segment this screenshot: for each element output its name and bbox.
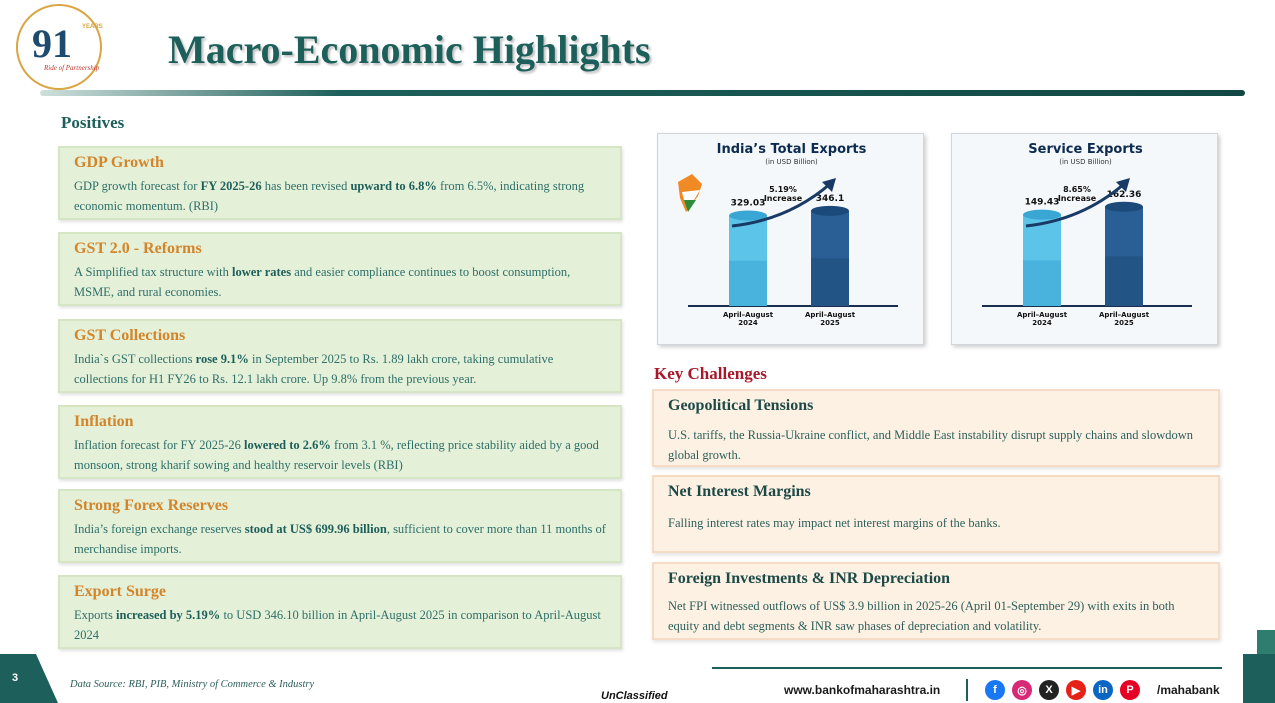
card-text: GDP growth forecast for FY 2025-26 has been revised upward to 6.8% from 6.5%, indicating strong economic momentum. (RBI) [74, 179, 585, 213]
data-label: 162.36 [1106, 189, 1142, 200]
card-text: Net FPI witnessed outflows of US$ 3.9 billion in 2025-26 (April 01-September 29) with exits in both equity and debt segments & INR saw phases of depreciation and volatility. [668, 599, 1175, 633]
growth-annotation: Increase [763, 194, 803, 203]
bank-91-years-logo [16, 4, 102, 90]
x-icon[interactable]: X [1039, 680, 1059, 700]
x-tick-label: 2025 [1114, 319, 1134, 327]
bar-shade [811, 258, 849, 306]
card-title: Strong Forex Reserves [74, 497, 229, 514]
logo-years: YEARS [82, 24, 103, 30]
key-challenges-heading: Key Challenges [654, 364, 767, 383]
total-exports-chart [657, 133, 924, 345]
chart-subtitle: (in USD Billion) [1059, 158, 1112, 166]
x-tick-label: April–August [1098, 311, 1150, 319]
footer-divider [712, 667, 1222, 669]
bar-shade [729, 261, 767, 306]
bar-shade [1023, 260, 1061, 306]
growth-annotation: 5.19% [769, 185, 797, 194]
bar-cap [1023, 210, 1061, 220]
x-tick-label: 2024 [738, 319, 758, 327]
card-text: Exports increased by 5.19% to USD 346.10 billion in April-August 2025 in comparison to April-August 2024 [74, 608, 601, 642]
footer-separator [966, 679, 968, 701]
footer-stripe-left [0, 654, 58, 703]
positive-card-forex [58, 489, 622, 563]
bar-cap [811, 206, 849, 216]
page-number: 3 [12, 672, 19, 684]
chart-title: India’s Total Exports [716, 142, 867, 157]
footer-stripe-right-accent [1257, 630, 1275, 654]
title-divider [40, 90, 1245, 96]
youtube-icon[interactable]: ▶ [1066, 680, 1086, 700]
challenge-card-nim [652, 475, 1220, 553]
card-title: GST 2.0 - Reforms [74, 240, 202, 257]
classification-label: UnClassified [601, 690, 668, 702]
card-text: Inflation forecast for FY 2025-26 lowered to 2.6% from 3.1 %, reflecting price stability aided by a good monsoon, strong kharif sowing and healthy reservoir levels (RBI) [74, 438, 599, 472]
facebook-icon[interactable]: f [985, 680, 1005, 700]
card-title: Export Surge [74, 583, 166, 600]
service-exports-chart [951, 133, 1218, 345]
linkedin-icon[interactable]: in [1093, 680, 1113, 700]
logo-tagline: Ride of Partnership [44, 64, 100, 72]
positive-card-gst-collections [58, 319, 622, 393]
positive-card-export [58, 575, 622, 649]
website-link[interactable]: www.bankofmaharashtra.in [784, 683, 941, 697]
positive-card-gdp [58, 146, 622, 220]
data-label: 149.43 [1024, 197, 1060, 208]
card-title: Net Interest Margins [668, 483, 811, 500]
total-exports-chart-svg [658, 134, 925, 346]
pinterest-icon[interactable]: P [1120, 680, 1140, 700]
positives-heading: Positives [61, 113, 125, 132]
logo-number: 91 [32, 21, 72, 66]
x-tick-label: April–August [722, 311, 774, 319]
card-text: India’s foreign exchange reserves stood at US$ 699.96 billion, sufficient to cover more than 11 months of merchandise imports. [74, 522, 606, 556]
bar-cap [1105, 202, 1143, 212]
positive-card-gst-reforms [58, 232, 622, 306]
card-title: Geopolitical Tensions [668, 397, 814, 414]
chart-subtitle: (in USD Billion) [765, 158, 818, 166]
bar-shade [1105, 256, 1143, 306]
positive-card-inflation [58, 405, 622, 479]
social-handle[interactable]: /mahabank [1157, 683, 1220, 697]
data-source: Data Source: RBI, PIB, Ministry of Commerce & Industry [70, 679, 315, 690]
footer-stripe-right [1243, 654, 1275, 703]
card-title: Inflation [74, 413, 134, 430]
card-title: GDP Growth [74, 154, 164, 171]
card-text: U.S. tariffs, the Russia-Ukraine conflict, and Middle East instability disrupt supply chains and slowdown global growth. [668, 428, 1194, 462]
data-label: 329.03 [730, 198, 766, 209]
challenge-card-geopolitical [652, 389, 1220, 467]
card-text: Falling interest rates may impact net interest margins of the banks. [668, 516, 1001, 530]
x-tick-label: 2025 [820, 319, 840, 327]
page-title: Macro-Economic Highlights [168, 27, 651, 72]
card-text: A Simplified tax structure with lower rates and easier compliance continues to boost consumption, MSME, and rural economies. [74, 265, 571, 299]
card-title: GST Collections [74, 327, 186, 344]
x-tick-label: April–August [1016, 311, 1068, 319]
growth-annotation: Increase [1057, 194, 1097, 203]
instagram-icon[interactable]: ◎ [1012, 680, 1032, 700]
growth-annotation: 8.65% [1063, 185, 1091, 194]
challenge-card-fpi-inr [652, 562, 1220, 640]
chart-title: Service Exports [1028, 142, 1143, 157]
x-tick-label: 2024 [1032, 319, 1052, 327]
social-icons [985, 680, 1140, 700]
data-label: 346.1 [815, 193, 845, 204]
card-title: Foreign Investments & INR Depreciation [668, 570, 951, 587]
x-tick-label: April–August [804, 311, 856, 319]
service-exports-chart-svg [952, 134, 1219, 346]
card-text: India`s GST collections rose 9.1% in September 2025 to Rs. 1.89 lakh crore, taking cumulative collections for H1 FY26 to Rs. 12.1 lakh crore. Up 9.8% from the previous year. [74, 352, 554, 386]
